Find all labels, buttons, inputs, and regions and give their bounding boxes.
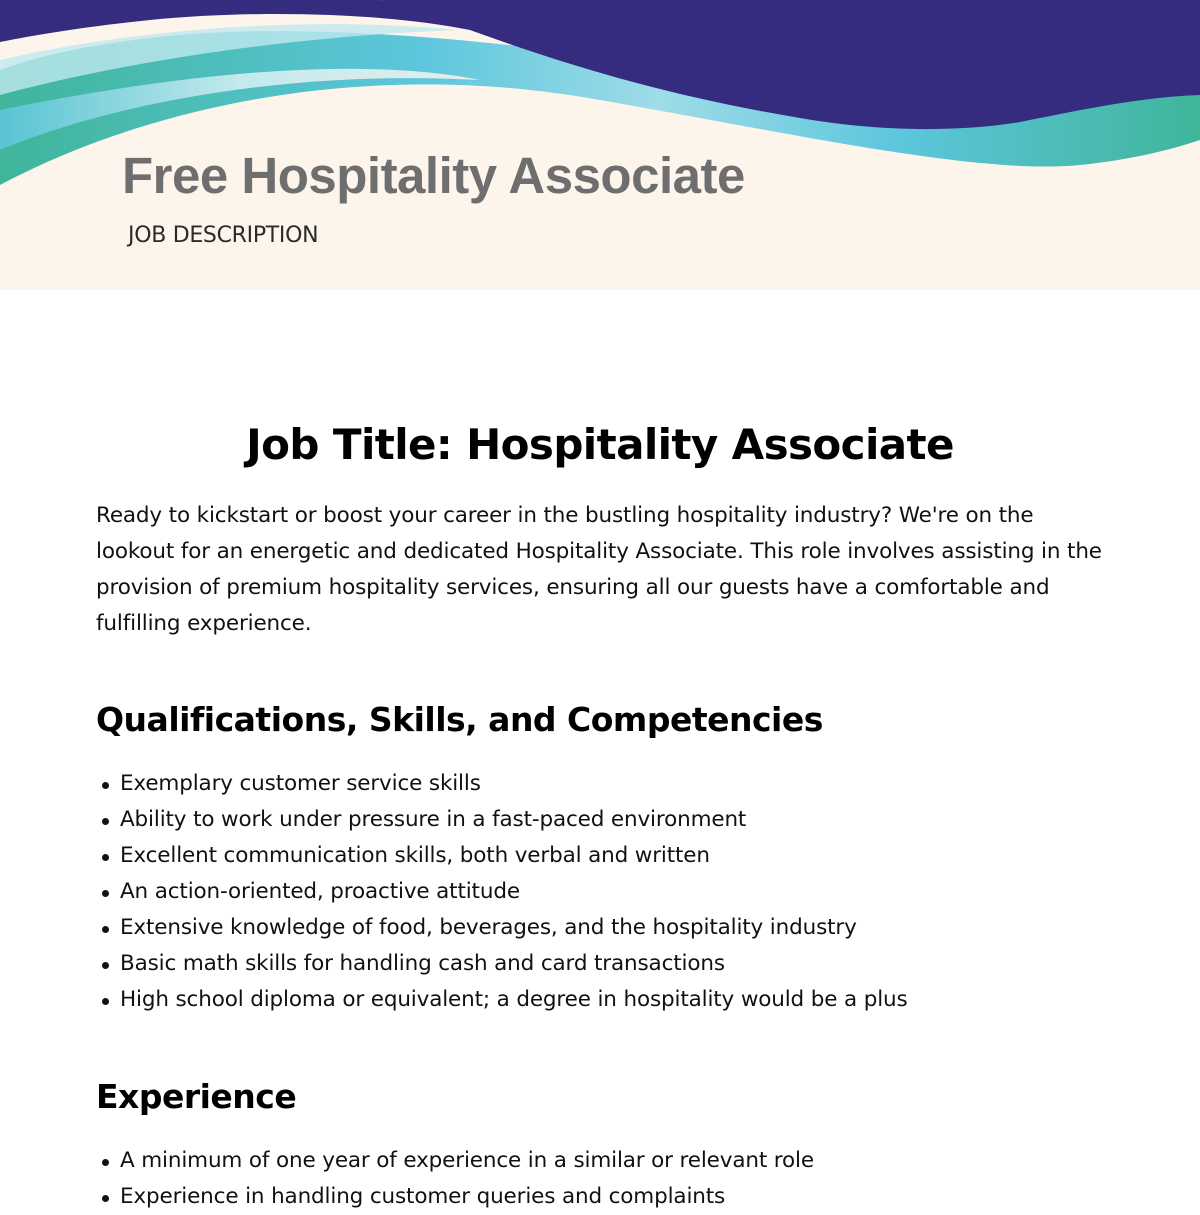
header-title: Free Hospitality Associate [122, 147, 745, 204]
experience-heading: Experience [96, 1077, 297, 1116]
job-title: Job Title: Hospitality Associate [246, 420, 954, 469]
list-item: Experience in handling customer queries and complaints [100, 1179, 814, 1215]
qualifications-heading: Qualifications, Skills, and Competencies [96, 700, 823, 739]
header-banner [0, 0, 1200, 290]
list-item: Excellent communication skills, both verbal and written [100, 838, 908, 874]
list-item: Ability to work under pressure in a fast-paced environment [100, 802, 908, 838]
list-item: Extensive knowledge of food, beverages, and the hospitality industry [100, 910, 908, 946]
qualifications-list [100, 766, 908, 1018]
list-item: High school diploma or equivalent; a degree in hospitality would be a plus [100, 982, 908, 1018]
list-item: A minimum of one year of experience in a similar or relevant role [100, 1143, 814, 1179]
experience-list [100, 1143, 814, 1215]
list-item: An action-oriented, proactive attitude [100, 874, 908, 910]
header-subtitle: JOB DESCRIPTION [128, 223, 319, 248]
intro-paragraph: Ready to kickstart or boost your career in the bustling hospitality industry? We're on the lookout for an energetic and dedicated Hospitality Associate. This role involves assisting in the provision of premium hospitality services, ensuring all our guests have a comfortable and fulfilling experience. [96, 503, 1102, 636]
list-item: Exemplary customer service skills [100, 766, 908, 802]
list-item: Basic math skills for handling cash and card transactions [100, 946, 908, 982]
